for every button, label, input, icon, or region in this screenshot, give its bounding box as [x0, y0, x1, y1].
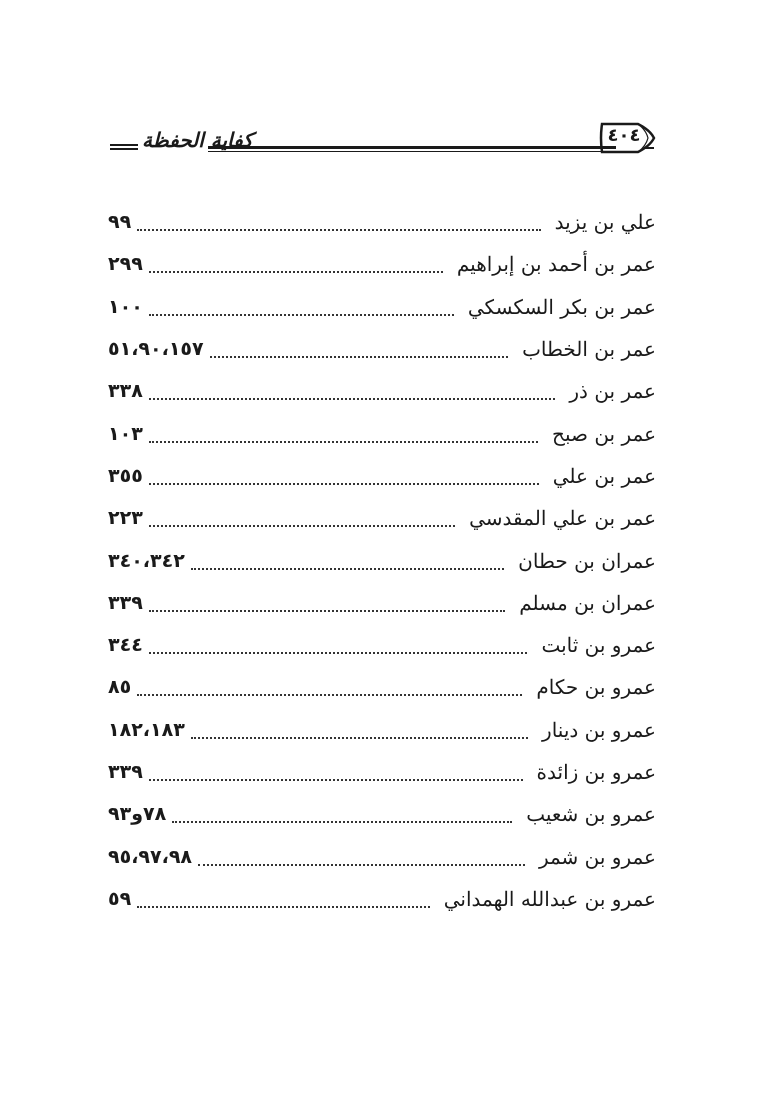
leader-dots — [210, 336, 508, 358]
entry-pages: ٩٥،٩٧،٩٨ — [108, 845, 193, 868]
index-entry — [108, 539, 656, 581]
entry-pages: ٧٨و٩٣ — [108, 803, 167, 826]
index-entry — [108, 666, 656, 708]
leader-dots — [191, 548, 504, 570]
entry-pages: ١٨٢،١٨٣ — [108, 718, 185, 741]
entry-name: عمر بن أحمد بن إبراهيم — [456, 252, 656, 277]
index-entry — [108, 201, 656, 243]
leader-dots — [149, 590, 505, 612]
entry-pages: ٩٩ — [108, 211, 132, 234]
index-entry — [108, 878, 656, 920]
entry-name: عمران بن حطان — [518, 548, 656, 573]
entry-name: عمر بن صبح — [552, 421, 656, 446]
index-entry — [108, 370, 656, 412]
leader-dots — [198, 844, 525, 866]
leader-dots — [191, 717, 528, 739]
entry-pages: ٥١،٩٠،١٥٧ — [108, 338, 204, 361]
leader-dots — [149, 421, 538, 443]
entry-name: علي بن يزيد — [554, 210, 656, 235]
leader-dots — [149, 759, 523, 781]
entry-pages: ٣٣٩ — [108, 591, 143, 614]
entry-name: عمرو بن عبدالله الهمداني — [443, 886, 656, 911]
header-dash-ornament — [110, 144, 138, 150]
leader-dots — [149, 463, 539, 485]
leader-dots — [149, 378, 556, 400]
leader-dots — [172, 801, 512, 823]
entry-pages: ٣٣٩ — [108, 761, 143, 783]
entry-pages: ١٠٠ — [108, 295, 143, 318]
entry-name: عمر بن علي — [552, 463, 656, 488]
entry-pages: ٣٤٤ — [108, 634, 143, 657]
index-entry — [108, 412, 656, 454]
leader-dots — [149, 294, 454, 316]
entry-pages: ٨٥ — [108, 676, 132, 699]
leader-dots — [137, 209, 540, 231]
index-entry — [108, 835, 656, 877]
entry-name: عمر بن الخطاب — [522, 337, 656, 362]
entry-name: عمرو بن زائدة — [536, 760, 656, 784]
entry-pages: ٣٤٠،٣٤٢ — [108, 549, 185, 572]
leader-dots — [149, 505, 455, 527]
index-entry — [108, 243, 656, 285]
leader-dots — [137, 886, 430, 908]
index-list — [108, 201, 656, 920]
entry-pages: ٣٣٨ — [108, 380, 143, 403]
entry-pages: ٥٩ — [108, 887, 132, 910]
index-entry — [108, 582, 656, 624]
index-entry — [108, 709, 656, 751]
entry-name: عمرو بن شعيب — [526, 802, 656, 827]
entry-name: عمرو بن شمر — [538, 844, 656, 869]
entry-name: عمر بن بكر السكسكي — [467, 294, 656, 319]
running-header — [110, 118, 656, 166]
index-entry — [108, 624, 656, 666]
header-rule — [208, 146, 616, 152]
index-entry — [108, 455, 656, 497]
index-entry — [108, 497, 656, 539]
entry-name: عمران بن مسلم — [519, 590, 656, 615]
index-entry — [108, 286, 656, 328]
entry-name: عمرو بن ثابت — [541, 633, 656, 658]
entry-pages: ١٠٣ — [108, 422, 143, 445]
index-entry — [108, 328, 656, 370]
index-entry — [108, 751, 656, 793]
leader-dots — [149, 251, 443, 273]
entry-name: عمرو بن دينار — [542, 717, 656, 742]
entry-pages: ٢٩٩ — [108, 253, 143, 276]
entry-name: عمر بن علي المقدسي — [469, 506, 656, 531]
entry-pages: ٣٥٥ — [108, 464, 143, 487]
entry-name: عمر بن ذر — [569, 379, 656, 404]
entry-name: عمرو بن حكام — [536, 675, 656, 700]
index-entry — [108, 793, 656, 835]
leader-dots — [149, 632, 528, 654]
book-title: كفاية الحفظة — [142, 128, 253, 152]
page-number-badge — [598, 118, 656, 158]
entry-pages: ٢٢٣ — [108, 507, 143, 530]
page-number: ٤٠٤ — [607, 125, 641, 146]
leader-dots — [137, 674, 522, 696]
